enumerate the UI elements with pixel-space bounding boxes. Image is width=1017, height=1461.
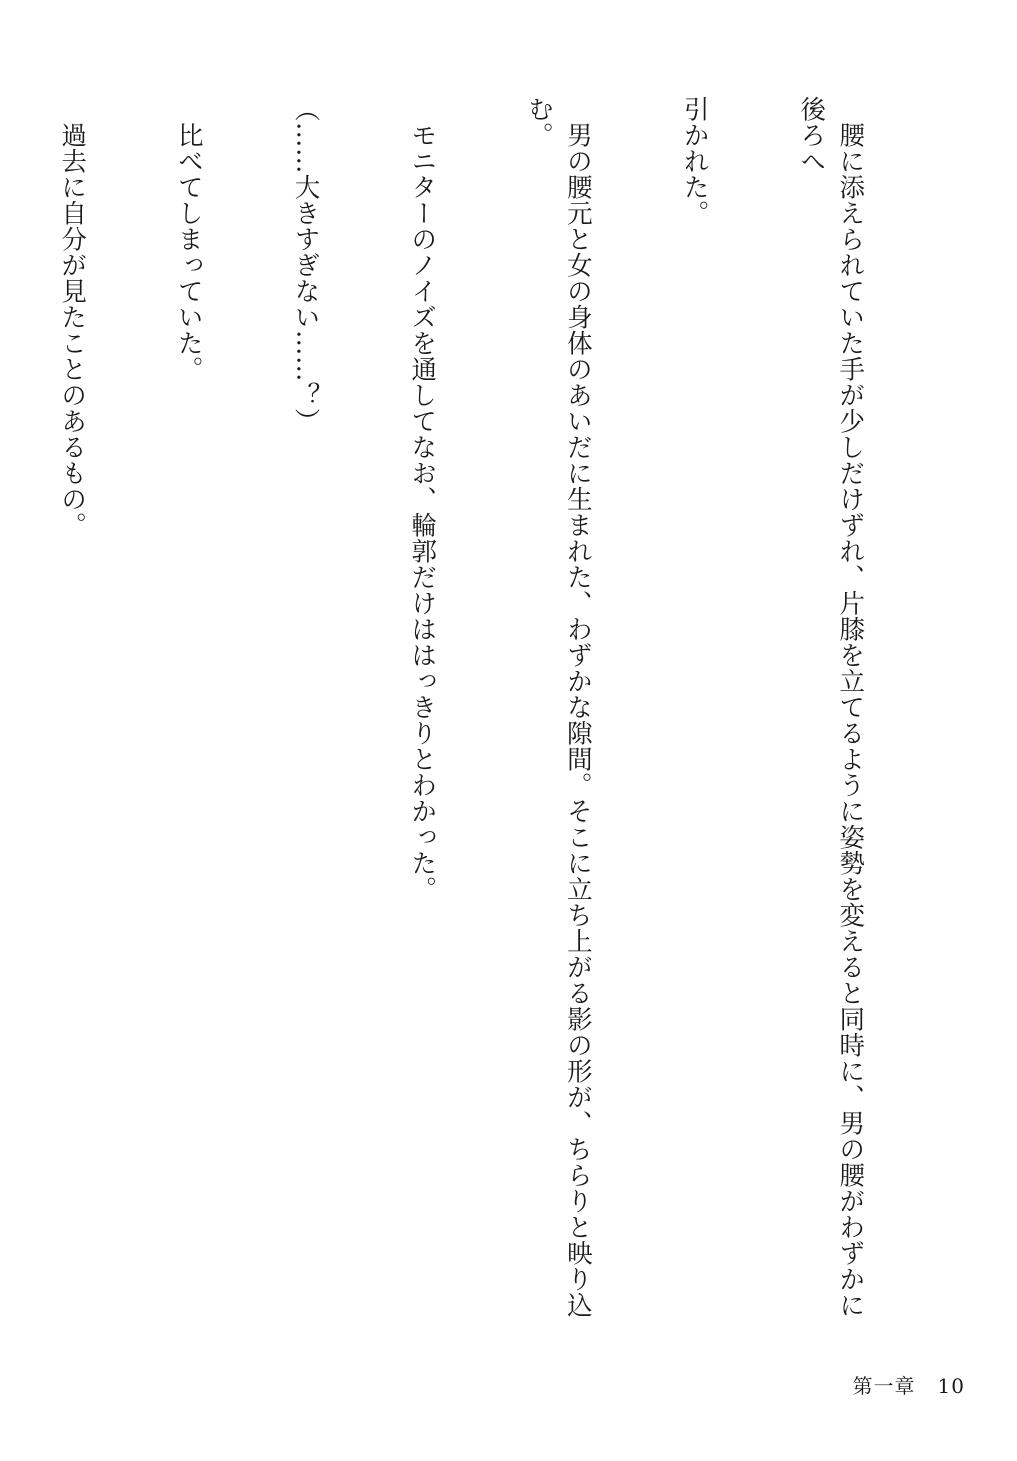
text-line: 腰に添えられていた手が少しだけずれ、片膝を立てるように姿勢を変えると同時に、男の腰がわずかに後ろへ — [796, 96, 866, 1318]
page-number: 10 — [937, 1374, 965, 1398]
text-line: モニターのノイズを通してなお、輪郭だけははっきりとわかった。 — [407, 96, 438, 902]
text-line: 過去に自分が見たことのあるもの。 — [57, 96, 88, 538]
text-line: （……大きすぎない……？） — [290, 96, 321, 434]
page-footer — [853, 1370, 965, 1399]
chapter-label: 第一章 — [852, 1374, 916, 1398]
text-line: 引かれた。 — [679, 96, 710, 226]
text-line: 比べてしまっていた。 — [173, 96, 204, 382]
text-line: 男の腰元と女の身体のあいだに生まれた、わずかな隙間。そこに立ち上がる影の形が、ちらりと映り込む。 — [523, 96, 593, 1318]
vertical-text-body — [0, 96, 947, 1326]
